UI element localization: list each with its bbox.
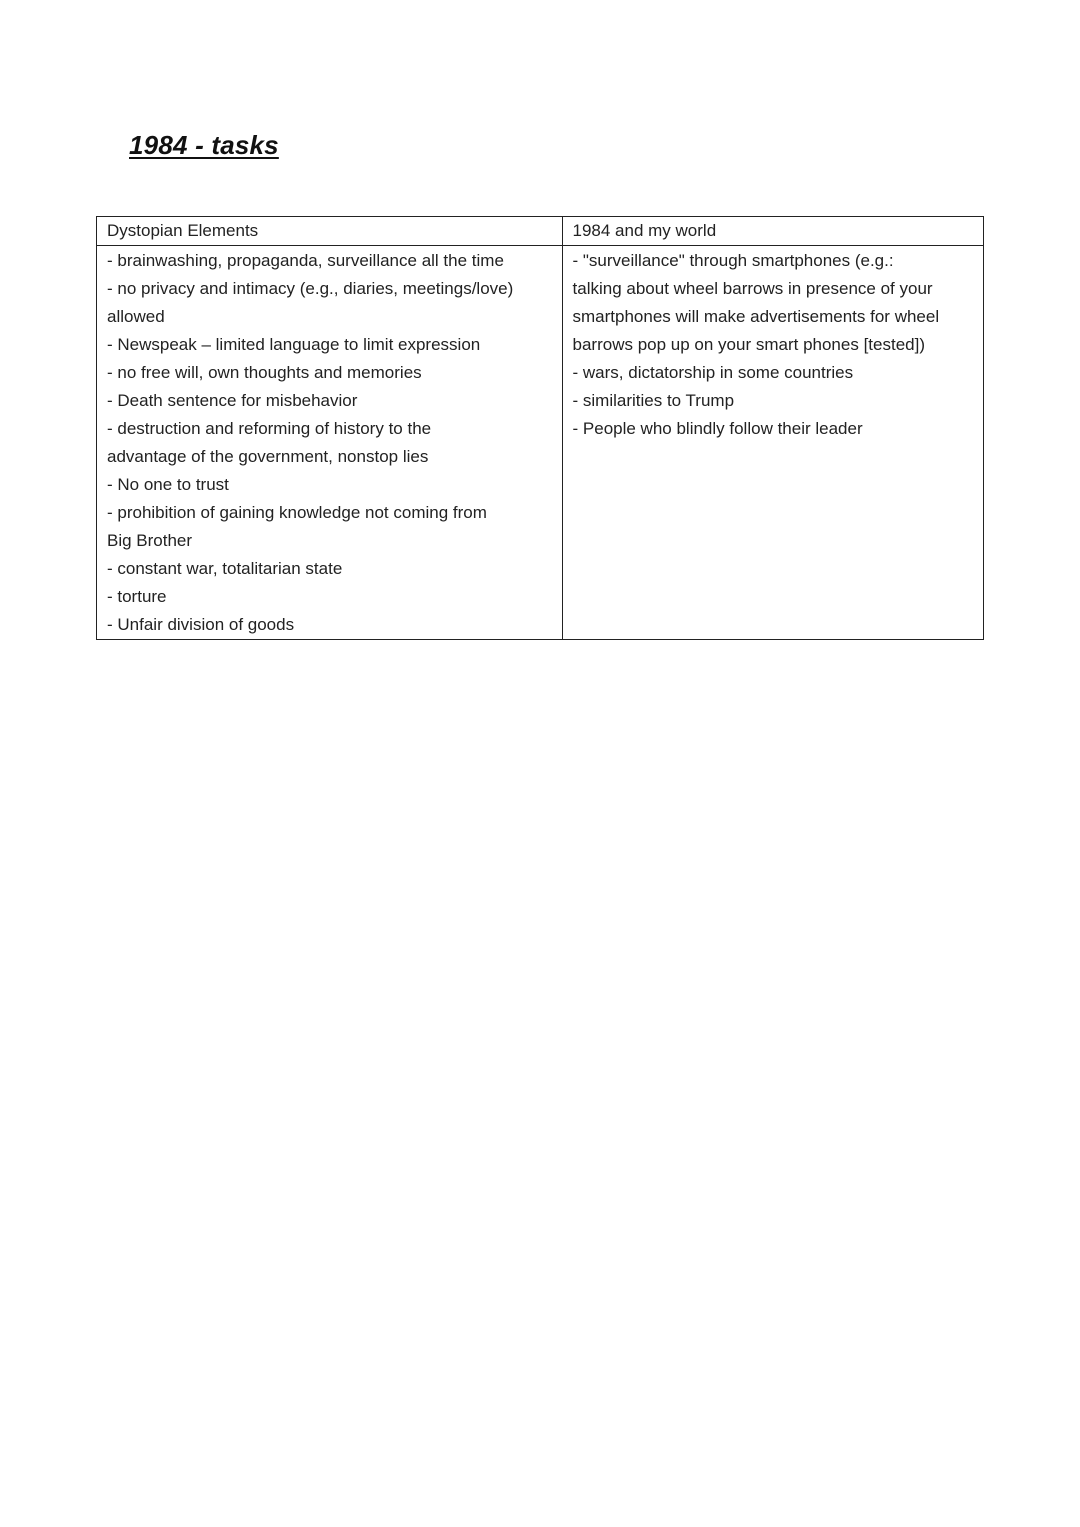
list-item: - no privacy and intimacy (e.g., diaries, meetings/love) [107,279,514,298]
list-item: - wars, dictatorship in some countries [572,363,854,382]
my-world-cell [562,246,983,640]
list-item: - brainwashing, propaganda, surveillance all the time [107,251,504,270]
list-item: - Unfair division of goods [107,615,295,634]
list-item: - People who blindly follow their leader [572,419,863,438]
list-item: advantage of the government, nonstop lies [107,447,429,466]
list-item: - prohibition of gaining knowledge not coming from [107,503,487,522]
list-item: - "surveillance" through smartphones (e.g.: [572,251,894,270]
header-1984-and-my-world: 1984 and my world [562,217,983,246]
list-item: - Newspeak – limited language to limit expression [107,335,481,354]
list-item: - similarities to Trump [572,391,735,410]
list-item: barrows pop up on your smart phones [tested]) [572,335,925,354]
table-header-row [97,217,984,246]
dystopian-elements-cell [97,246,563,640]
list-item: Big Brother [107,531,193,550]
list-item: - no free will, own thoughts and memories [107,363,422,382]
list-item: - destruction and reforming of history to the [107,419,432,438]
list-item: allowed [107,307,165,326]
header-dystopian-elements: Dystopian Elements [97,217,563,246]
list-item: - Death sentence for misbehavior [107,391,358,410]
page-title: 1984 - tasks [129,130,279,160]
list-item: - torture [107,587,167,606]
list-item: - constant war, totalitarian state [107,559,343,578]
list-item: - No one to trust [107,475,229,494]
list-item: talking about wheel barrows in presence of your [572,279,933,298]
comparison-table [96,216,984,640]
table-row [97,246,984,640]
list-item: smartphones will make advertisements for wheel [572,307,940,326]
